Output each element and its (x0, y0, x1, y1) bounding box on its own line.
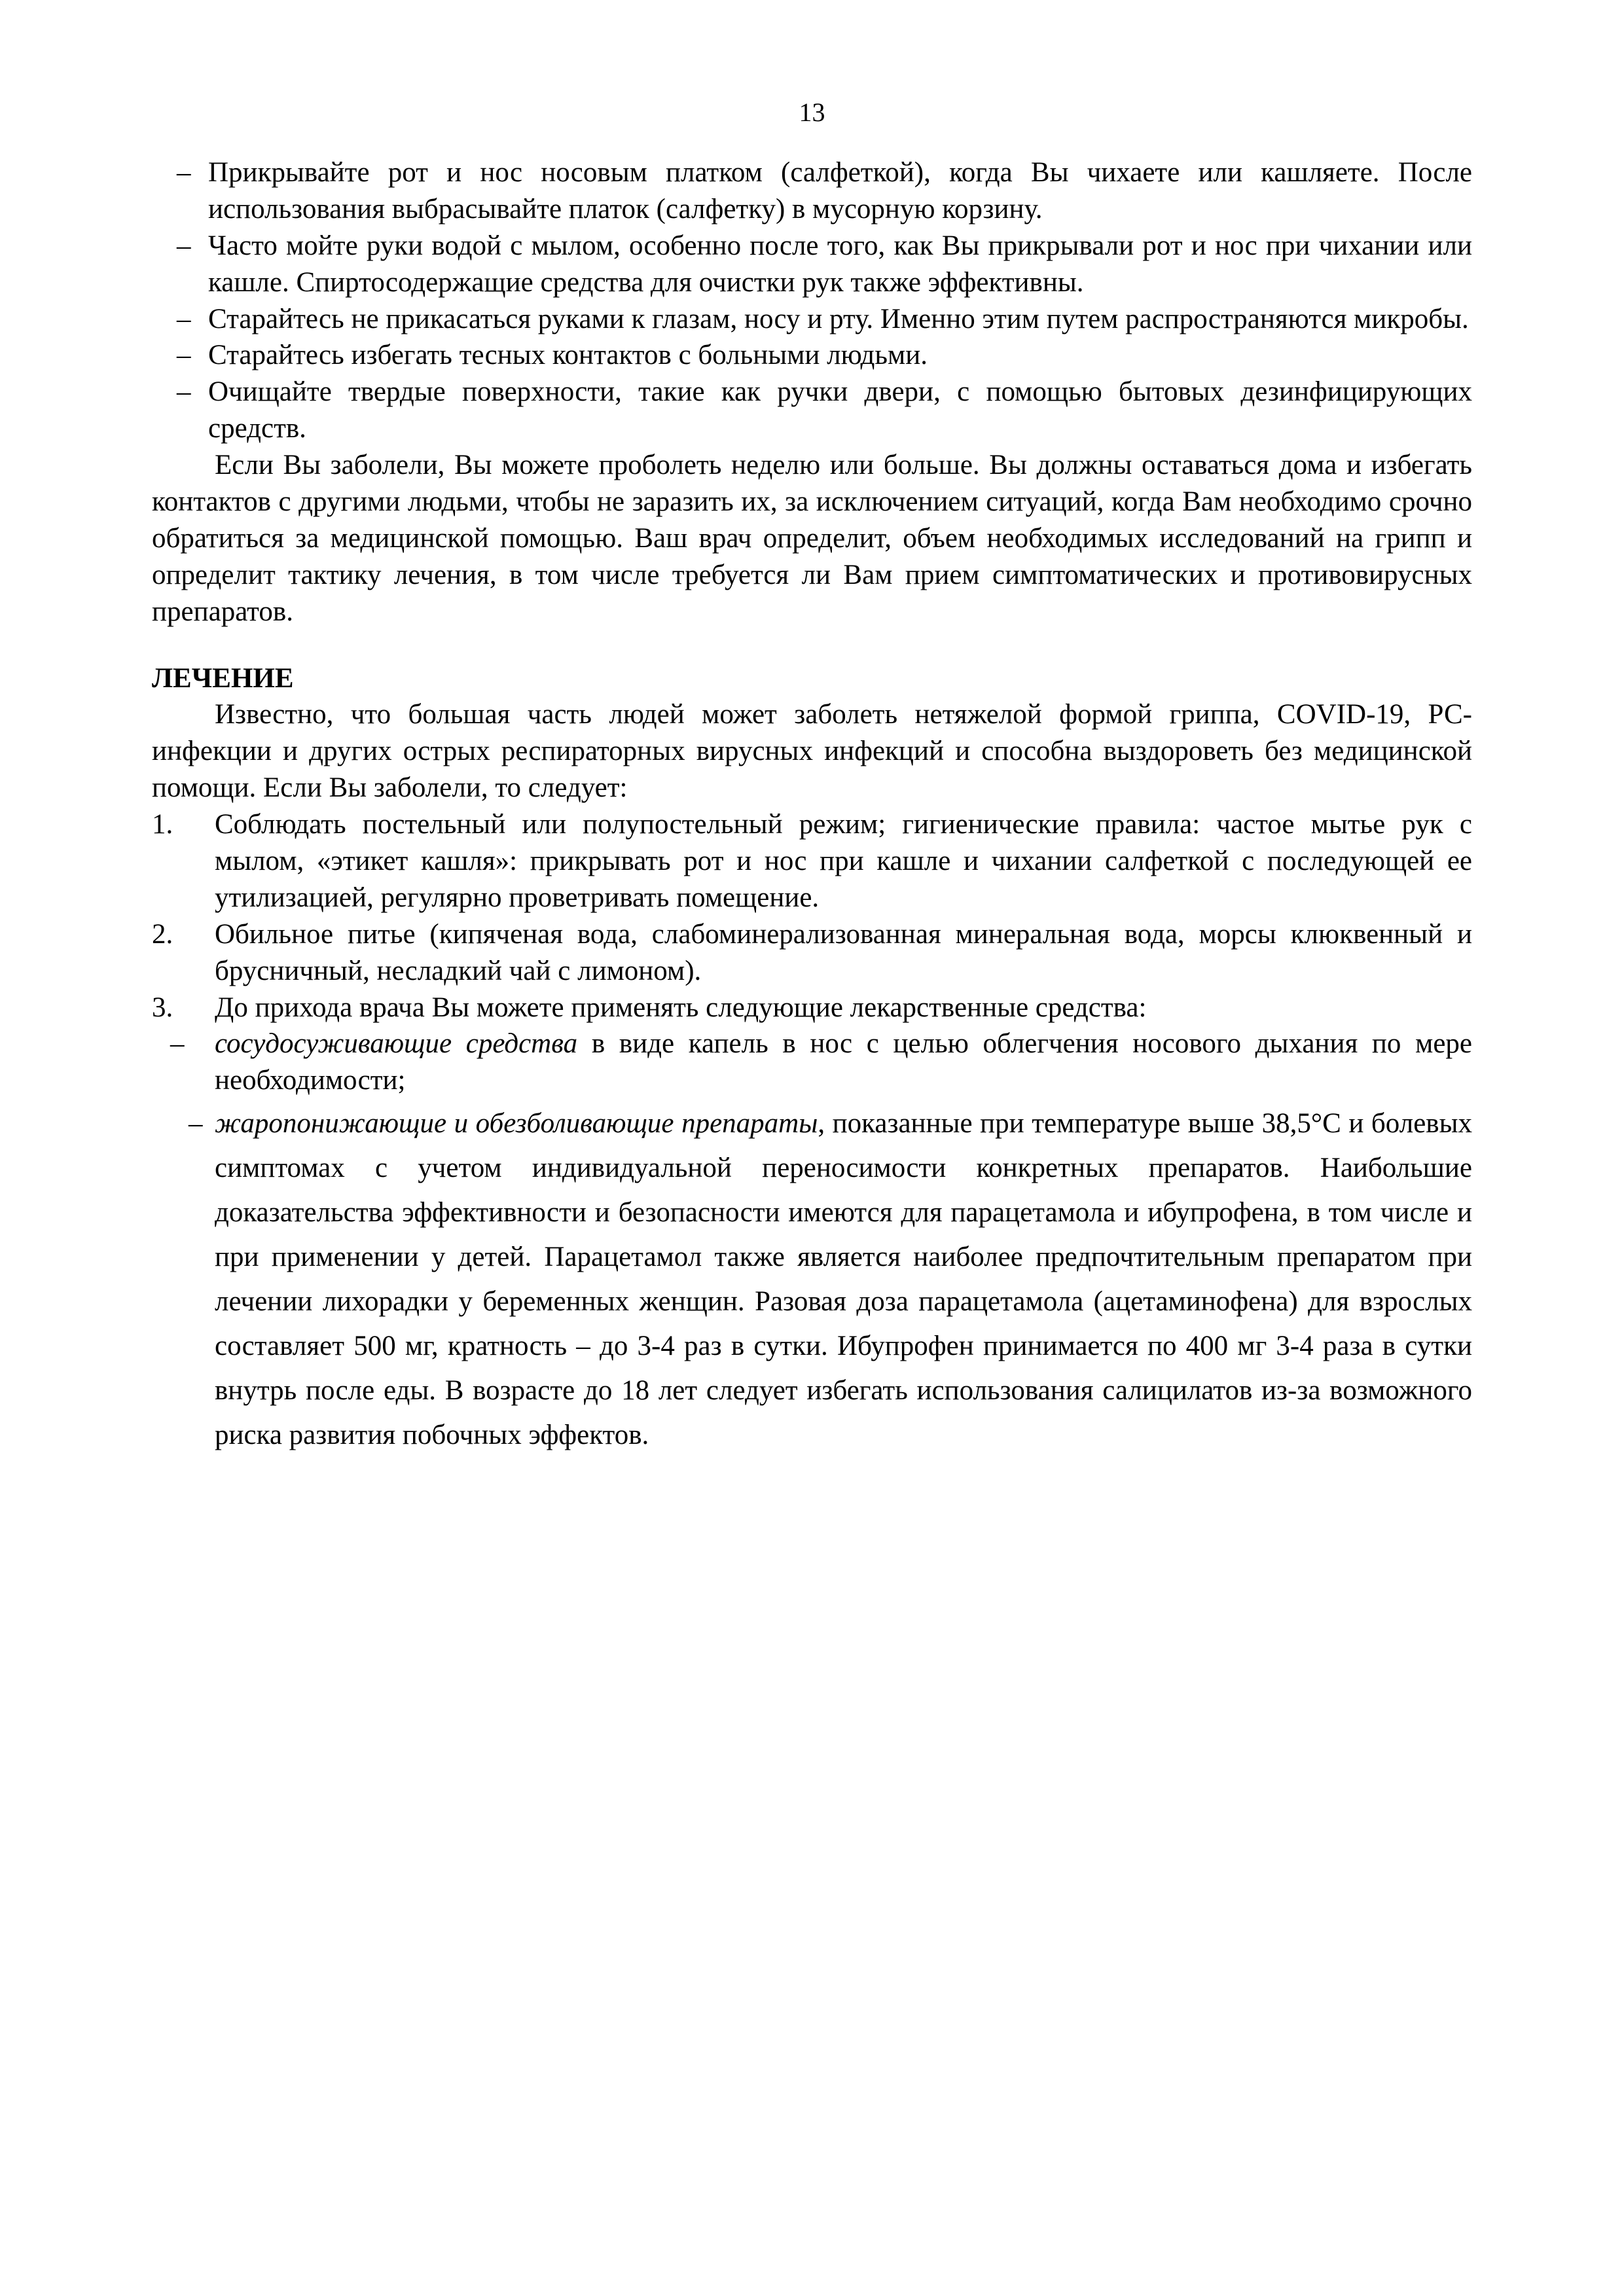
list-item (152, 1026, 1472, 1099)
sub-item-text: , показанные при температуре выше 38,5°С и болевых симптомах с учетом индивидуальной переносимости конкретных препаратов. Наибольшие доказательства эффективности и безопасности имеются для парацетамола и ибупрофена, в том числе и при применении у детей. Парацетамол также является наиболее предпочтительным препаратом при лечении лихорадки у беременных женщин. Разовая доза парацетамола (ацетаминофена) для взрослых составляет 500 мг, кратность – до 3-4 раз в сутки. Ибупрофен принимается по 400 мг 3-4 раза в сутки внутрь после еды. В возрасте до 18 лет следует избегать использования салицилатов из-за возможного риска развития побочных эффектов. (215, 1108, 1472, 1450)
dash-bullet-icon: – (177, 340, 191, 371)
list-item (152, 1102, 1472, 1458)
list-item-text: Очищайте твердые поверхности, такие как ручки двери, с помощью бытовых дезинфицирующих средств. (208, 376, 1472, 444)
dash-bullet-icon: – (177, 157, 191, 188)
sub-item-emphasis: сосудосуживающие средства (215, 1028, 578, 1060)
list-item (152, 806, 1472, 916)
list-item-text: Часто мойте руки водой с мылом, особенно после того, как Вы прикрывали рот и нос при чихании или кашле. Спиртосодержащие средства для очистки рук также эффективны. (208, 230, 1472, 298)
list-item (152, 154, 1472, 228)
list-item (152, 374, 1472, 447)
list-item-text: Обильное питье (кипяченая вода, слабоминерализованная минеральная вода, морсы клюквенный и брусничный, несладкий чай с лимоном). (215, 918, 1472, 986)
paragraph-treatment-intro: Известно, что большая часть людей может заболеть нетяжелой формой гриппа, COVID-19, РС-инфекции и других острых респираторных вирусных инфекций и способна выздороветь без медицинской помощи. Если Вы заболели, то следует: (152, 699, 1472, 804)
dash-bullet-icon: – (189, 1108, 203, 1139)
sub-item-emphasis: жаропонижающие и обезболивающие препараты (215, 1108, 818, 1139)
page-number: 13 (799, 98, 825, 127)
page-content (152, 154, 1472, 1458)
dash-bullet-icon: – (177, 376, 191, 408)
list-item-text: До прихода врача Вы можете применять следующие лекарственные средства: (215, 992, 1147, 1023)
list-item-text: Соблюдать постельный или полупостельный режим; гигиенические правила: частое мытье рук с мылом, «этикет кашля»: прикрывать рот и нос при кашле и чихании салфеткой с последующей ее утилизацией, регулярно проветривать помещение. (215, 809, 1472, 913)
list-item-text: Прикрывайте рот и нос носовым платком (салфеткой), когда Вы чихаете или кашляете. После использования выбрасывайте платок (салфетку) в мусорную корзину. (208, 157, 1472, 224)
list-item (152, 228, 1472, 301)
list-item-text: Старайтесь не прикасаться руками к глазам, носу и рту. Именно этим путем распространяются микробы. (208, 303, 1469, 334)
list-item-text: Старайтесь избегать тесных контактов с больными людьми. (208, 340, 928, 371)
treatment-numbered-list (152, 806, 1472, 1026)
list-item (152, 337, 1472, 374)
prevention-bullet-list (152, 154, 1472, 447)
dash-bullet-icon: – (177, 230, 191, 261)
list-item (152, 990, 1472, 1026)
dash-bullet-icon: – (170, 1028, 185, 1060)
sub-item-text: в виде капель в нос с целью облегчения носового дыхания по мере необходимости; (215, 1028, 1473, 1096)
list-item (152, 916, 1472, 990)
section-heading-treatment: ЛЕЧЕНИЕ (152, 662, 294, 694)
list-item (152, 301, 1472, 338)
medication-sub-list (152, 1026, 1472, 1457)
dash-bullet-icon: – (177, 303, 191, 334)
paragraph-illness: Если Вы заболели, Вы можете проболеть неделю или больше. Вы должны оставаться дома и избегать контактов с другими людьми, чтобы не заразить их, за исключением ситуаций, когда Вам необходимо срочно обратиться за медицинской помощью. Ваш врач определит, объем необходимых исследований на грипп и определит тактику лечения, в том числе требуется ли Вам прием симптоматических и противовирусных препаратов. (152, 450, 1472, 627)
